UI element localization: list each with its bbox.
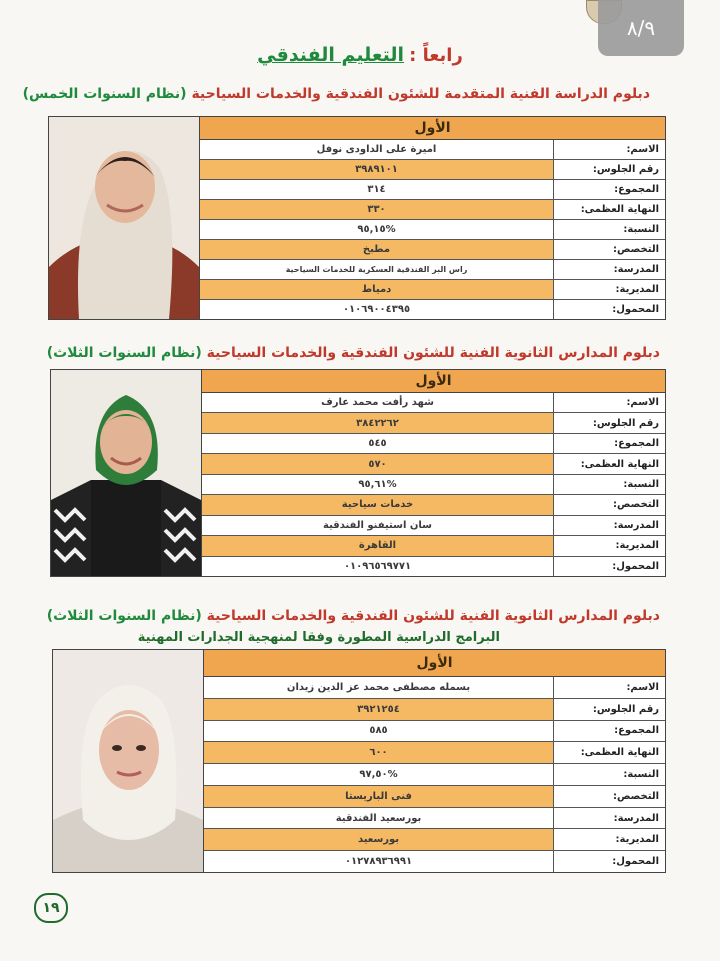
max-score-value: ٦٠٠ xyxy=(204,742,553,763)
total-value: ٥٨٥ xyxy=(369,725,388,737)
student-table-2: الأول الاسم: شهد رأفت محمد عارف رقم الجلوس: ٣٨٤٢٢٦٢ المجموع: ٥٤٥ النهاية العظمى: ٥٧٠ النسبة: %٩٥,٦١ التخصص: خدمات سياحية المدرسة: سان استيفنو الفندقية المديرية: القاهرة المحمول: ٠١٠٩٦٥٦٩٧٧١ xyxy=(202,370,665,576)
name-value: بسمله مصطفى محمد عز الدين زيدان xyxy=(286,681,471,693)
percentage-value: %٩٥,١٥ xyxy=(357,224,396,235)
student-card-1 xyxy=(48,116,666,320)
student-table-3: الأول الاسم: بسمله مصطفى محمد عز الدين زيدان رقم الجلوس: ٣٩٢١٢٥٤ المجموع: ٥٨٥ النهاية العظمى: ٦٠٠ النسبة: %٩٧,٥٠ التخصص: فنى الباريستا المدرسة: بورسعيد الفندقية المديرية: بورسعيد المحمول: ٠١٢٧٨٩٣٦٩٩١ xyxy=(204,650,665,872)
total-value: ٥٤٥ xyxy=(368,438,387,450)
seat-number-value: ٣٩٢١٢٥٤ xyxy=(204,699,553,720)
section-label: رابعاً : xyxy=(409,45,463,66)
directorate-value: بورسعيد xyxy=(204,829,553,850)
school-value: راس البر الفندقية العسكرية للخدمات السياحية xyxy=(285,265,468,274)
section-1-title: دبلوم الدراسة الفنية المتقدمة للشئون الفندقية والخدمات السياحية (نظام السنوات الخمس) xyxy=(22,86,650,102)
student-photo-3 xyxy=(53,650,204,872)
student-photo-1 xyxy=(49,117,200,319)
name-value: شهد رأفت محمد عارف xyxy=(321,397,434,409)
seat-number-value: ٣٩٨٩١٠١ xyxy=(200,160,553,179)
student-photo-2 xyxy=(51,370,202,576)
school-value: بورسعيد الفندقية xyxy=(335,812,422,824)
directorate-value: القاهرة xyxy=(202,536,553,555)
directorate-value: دمياط xyxy=(200,280,553,299)
max-score-value: ٥٧٠ xyxy=(202,454,553,473)
percentage-value: %٩٥,٦١ xyxy=(358,478,397,490)
percentage-value: %٩٧,٥٠ xyxy=(359,769,398,781)
section-3-title: دبلوم المدارس الثانوية الفنية للشئون الفندقية والخدمات السياحية (نظام السنوات الثلاث) xyxy=(46,608,660,624)
name-value: اميرة على الداودى نوفل xyxy=(316,144,437,155)
page-number: ١٩ xyxy=(34,893,68,923)
school-value: سان استيفنو الفندقية xyxy=(323,519,432,531)
mobile-value: ٠١٠٩٦٥٦٩٧٧١ xyxy=(343,560,412,572)
section-3-subtitle: البرامج الدراسية المطورة وفقا لمنهجية الجدارات المهنية xyxy=(137,630,500,645)
seat-number-value: ٣٨٤٢٢٦٢ xyxy=(202,413,553,432)
student-card-3 xyxy=(52,649,666,873)
mobile-value: ٠١٠٦٩٠٠٤٣٩٥ xyxy=(342,304,411,315)
page-badge: ٨/٩ xyxy=(598,0,684,56)
max-score-value: ٣٣٠ xyxy=(200,200,553,219)
section-title: التعليم الفندقي xyxy=(257,44,405,66)
student-table-1: الأول الاسم: اميرة على الداودى نوفل رقم الجلوس: ٣٩٨٩١٠١ المجموع: ٣١٤ النهاية العظمى: ٣٣٠ النسبة: %٩٥,١٥ التخصص: مطبخ المدرسة: راس البر الفندقية العسكرية للخدمات السياحية المديرية: دمياط المحمول: ٠١٠٦٩٠٠٤٣٩٥ xyxy=(200,117,665,319)
specialization-value: مطبخ xyxy=(200,240,553,259)
student-card-2 xyxy=(50,369,666,577)
specialization-value: خدمات سياحية xyxy=(202,495,553,514)
page-heading xyxy=(0,44,720,66)
section-2-title: دبلوم المدارس الثانوية الفنية للشئون الفندقية والخدمات السياحية (نظام السنوات الثلاث) xyxy=(46,345,660,361)
total-value: ٣١٤ xyxy=(367,184,386,195)
specialization-value: فنى الباريستا xyxy=(204,786,553,807)
rank-header: الأول xyxy=(204,650,665,677)
rank-header: الأول xyxy=(200,117,665,140)
mobile-value: ٠١٢٧٨٩٣٦٩٩١ xyxy=(344,856,413,868)
rank-header: الأول xyxy=(202,370,665,393)
